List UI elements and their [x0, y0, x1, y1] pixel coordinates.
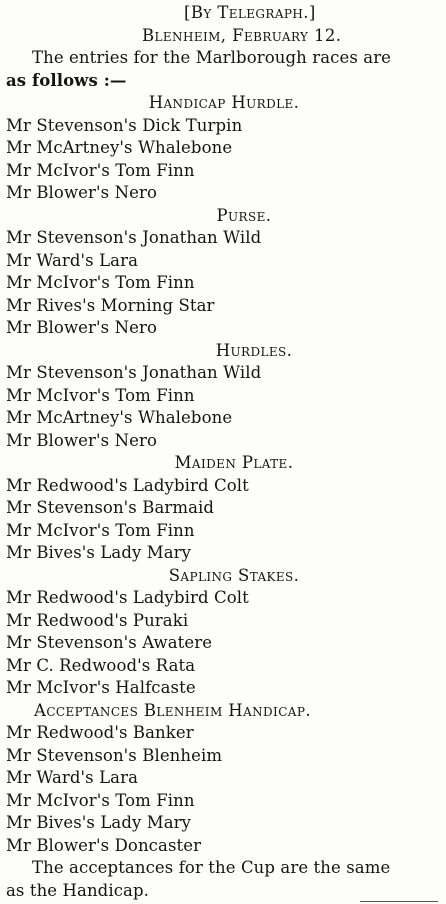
race-entry: Mr Stevenson's Dick Turpin — [6, 115, 243, 135]
race-entry: Mr Stevenson's Blenheim — [6, 745, 223, 765]
closing-line-1: The acceptances for the Cup are the same — [32, 858, 391, 877]
intro-line-1: The entries for the Marlborough races are — [32, 48, 392, 67]
race-title: Acceptances Blenheim Handicap. — [34, 700, 311, 720]
race-entry: Mr McIvor's Tom Finn — [6, 273, 195, 292]
race-entry: Mr McArtney's Whalebone — [6, 408, 233, 427]
race-entry: Mr Stevenson's Barmaid — [6, 498, 215, 517]
race-title: Handicap Hurdle. — [148, 93, 300, 112]
race-entry: Mr Rives's Morning Star — [6, 295, 215, 315]
race-entry: Mr Stevenson's Awatere — [6, 633, 213, 652]
race-title: Hurdles. — [215, 340, 293, 360]
race-entry: Mr Bives's Lady Mary — [6, 813, 192, 832]
race-entry: Mr Blower's Nero — [6, 430, 158, 450]
race-entry: Mr Stevenson's Jonathan Wild — [6, 363, 262, 382]
race-entry: Mr Redwood's Ladybird Colt — [6, 475, 249, 495]
race-title: Maiden Plate. — [174, 453, 294, 472]
race-entry: Mr McIvor's Tom Finn — [6, 790, 195, 810]
race-title: Sapling Stakes. — [168, 565, 300, 585]
race-entry: Mr Bives's Lady Mary — [6, 543, 192, 562]
intro-line-2: as follows :— — [6, 70, 127, 90]
dateline-text: Blenheim, February 12. — [142, 25, 342, 45]
race-list — [6, 92, 442, 857]
race-entry: Mr Redwood's Banker — [6, 723, 194, 742]
closing-line-2: as the Handicap. — [6, 880, 149, 900]
race-entry: Mr C. Redwood's Rata — [6, 655, 196, 675]
race-entry: Mr Redwood's Puraki — [6, 610, 189, 630]
race-entry: Mr Stevenson's Jonathan Wild — [6, 228, 262, 247]
race-entry: Mr Redwood's Ladybird Colt — [6, 588, 249, 607]
race-entry: Mr Blower's Nero — [6, 183, 158, 202]
race-entry: Mr Blower's Doncaster — [6, 835, 202, 855]
race-entry: Mr McIvor's Tom Finn — [6, 385, 195, 405]
telegraph-heading: [By Telegraph.] — [184, 3, 316, 22]
race-entry: Mr McArtney's Whalebone — [6, 138, 233, 157]
race-entry: Mr Blower's Nero — [6, 318, 158, 337]
dateline — [6, 25, 442, 48]
race-title: Purse. — [216, 205, 272, 225]
race-entry: Mr McIvor's Halfcaste — [6, 678, 196, 697]
race-entry: Mr Ward's Lara — [6, 768, 139, 787]
race-entry: Mr McIvor's Tom Finn — [6, 160, 195, 180]
race-entry: Mr McIvor's Tom Finn — [6, 520, 195, 540]
race-entry: Mr Ward's Lara — [6, 250, 139, 270]
column-divider-rule — [360, 901, 438, 902]
